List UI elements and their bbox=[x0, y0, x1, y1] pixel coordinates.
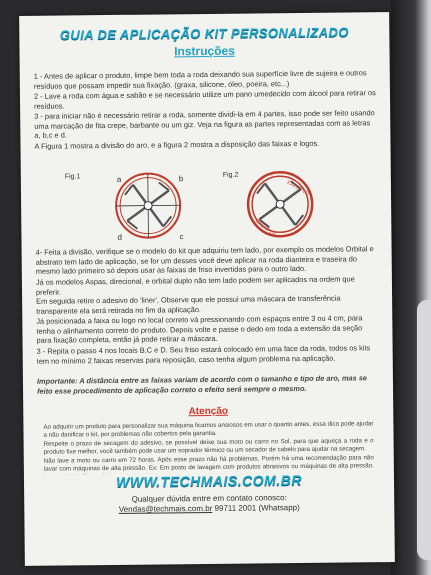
figure-2-label: Fig.2 bbox=[222, 171, 239, 179]
attention-heading: Atenção bbox=[188, 405, 229, 418]
instruction-sheet bbox=[19, 12, 395, 566]
important-note: Importante: A distância entre as faixas variam de acordo com o tamanho e tipo de aro, mas se feito esse procedimento de aplicação correto o efeito será sempre o mesmo. bbox=[36, 373, 368, 396]
wheel-stripes-diagram bbox=[245, 169, 316, 240]
contact-block bbox=[24, 492, 394, 516]
attention-tip-1: Ao adquirir um produto para personalizar sua máquina ficamos ansiosos em usar o quanto antes, essa dica pode ajudar a não danificar o kit, por problemas não cobertos pela garantia. bbox=[43, 420, 374, 439]
background-edge bbox=[391, 0, 431, 575]
website-url[interactable]: WWW.TECHMAIS.COM.BR bbox=[116, 472, 302, 490]
step-3: 3 - para iniciar não é necessário retirar a roda, somente dividi-la em 4 partes, isso pode ser feito usando uma marcação de fita crepe, barbante ou um giz. Veja na figura as partes representadas com as letras a, b,c e d. bbox=[34, 108, 375, 140]
contact-email[interactable]: Vendas@techmais.com.br bbox=[118, 503, 213, 514]
letter-a: a bbox=[116, 174, 122, 184]
step-4: 4- Feita a divisão, verifique se o modelo do kit que adquiriu tem lado, por exemplo os modelos Orbital e abstrato tem lado de aplicação, se for um desses você deve aplicar na roda dianteira e traseira do mesmo lado primeiro só depois usar as faixas de friso invertidas para o outro lado. bbox=[35, 244, 374, 276]
contact-question: Qualquer dúvida entre em contato conosco: bbox=[131, 493, 287, 504]
letter-b: b bbox=[178, 174, 184, 184]
contact-phone: 99711 2001 (Whatsapp) bbox=[214, 503, 300, 513]
brand-label-top: EXEMPLO bbox=[285, 179, 310, 197]
figure-1-label: Fig.1 bbox=[64, 173, 81, 181]
step-5-repeat: 3 - Repita o passo 4 nos locais B,C e D. Seu friso estará colocado em uma face da roda, todos os kits tem no mínimo 2 faixas reservas para reposição, caso tenha algum problema na aplicação. bbox=[36, 343, 371, 366]
attention-tip-2: Respeite o prazo de secagem do adesivo, se possível deixe sua moto ou carro no Sol, para que aqueça a roda e o produto fixe melhor, você também pode usar um soprador térmico ou um secador de cabelo para ajudar na secagem. bbox=[43, 437, 374, 456]
step-4-position: Já posicionada a faixa ou logo no local correto vá pressionando com espaços entre 3 ou 4 cm, para tenha o alinhamento correto do produto. Depois volte e passe o dedo em toda a extensão da seção para fixação completa, então já pode retirar a máscara. bbox=[36, 313, 363, 345]
guide-title: GUIA DE APLICAÇÃO KIT PERSONALIZADO bbox=[59, 24, 349, 43]
step-2: 2 - Lave a roda com água e sabão e se necessário utilize um pano umedecido com álcool para retirar os resíduos. bbox=[33, 88, 376, 111]
guide-subtitle: Instruções bbox=[174, 43, 235, 59]
paper-curl bbox=[417, 300, 431, 560]
letter-d: d bbox=[117, 232, 122, 242]
attention-tip-3: Não lave a moto ou carro em 72 horas. Após esse prazo não há problemas, Porém há uma recomendação para não lavar com máquinas de alta pressão. Ex: Em posto de lavagem com produtos abrasivos ou máquinas de alta pressão. bbox=[43, 454, 374, 473]
wheel-division-diagram bbox=[113, 170, 184, 241]
letter-c: c bbox=[179, 232, 184, 242]
figures-area bbox=[61, 162, 352, 247]
step-1: 1 - Antes de aplicar o produto, limpe bem toda a roda deixando sua superfície livre de sujeira e outros resíduos que possam impedir sua fixação. (graxa, silicone, óleo, poeira, etc...) bbox=[33, 68, 367, 91]
brand-label-bottom: EXEMPLO bbox=[254, 218, 277, 239]
step-4-models: Já os modelos Aspas, direcional, e orbital duplo não tem lado podem ser aplicados na ordem que preferir. bbox=[35, 274, 355, 297]
step-3-figures-note: A Figura 1 mostra a divisão do aro, e a figura 2 mostra a disposição das faixas e logos. bbox=[34, 138, 320, 151]
step-4-liner: Em seguida retire o adesivo do 'liner', Observe que ele possui uma máscara de transferência transparente ela será retirada no fim da aplicação. bbox=[36, 293, 341, 316]
